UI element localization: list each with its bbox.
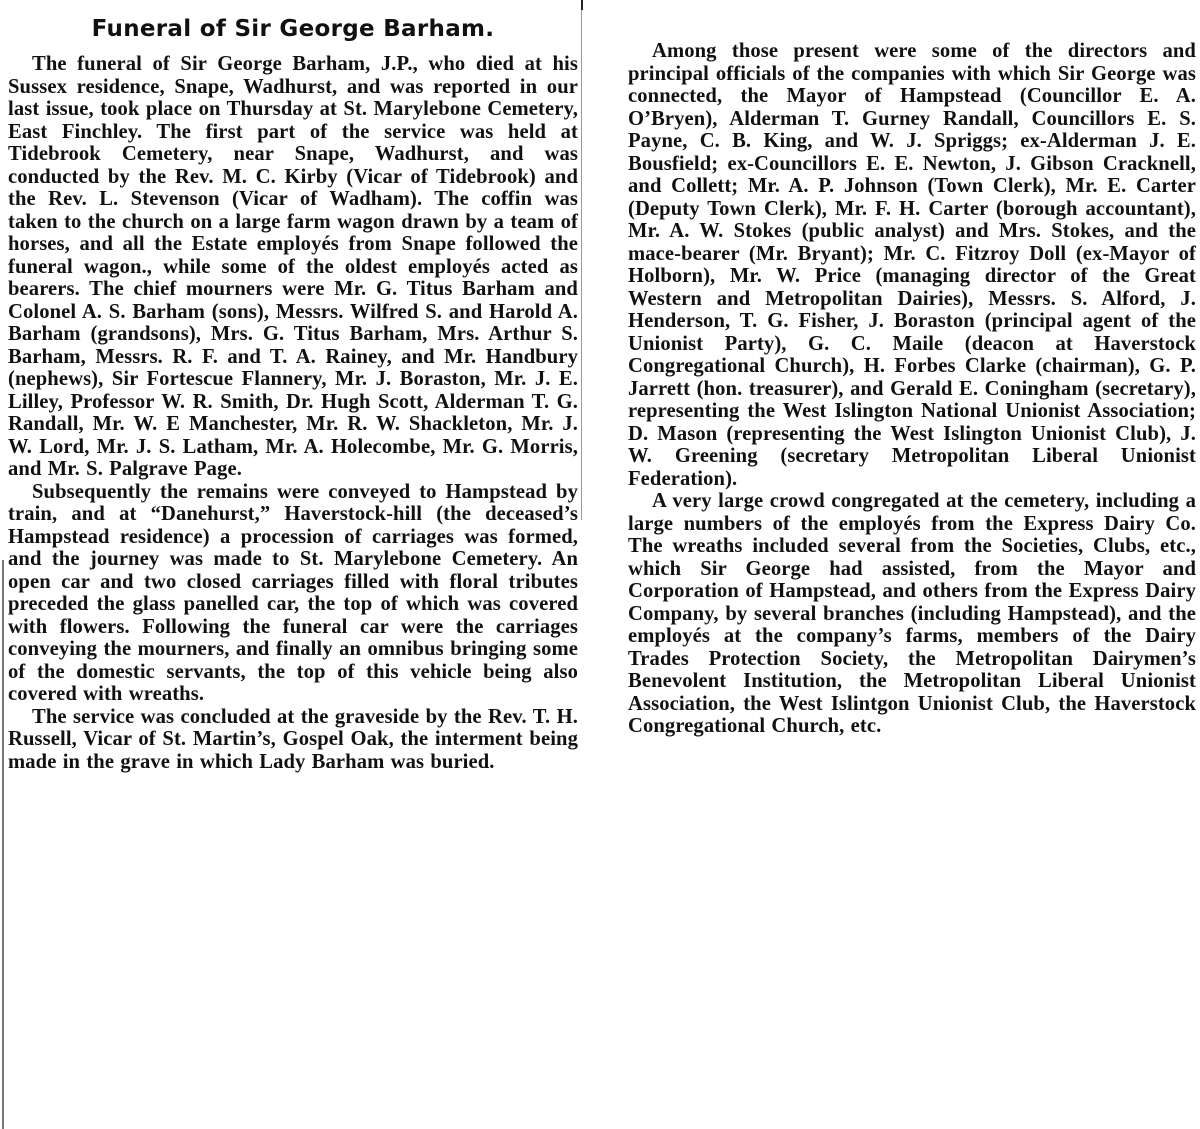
right-column: [628, 40, 1196, 738]
left-margin-rule: [2, 560, 4, 1129]
paragraph: A very large crowd congregated at the cemetery, including a large numbers of the employés from the Express Dairy Co. The wreaths included several from the Societies, Clubs, etc., which Sir George had assisted, from the Mayor and Corporation of Hampstead, and others from the Express Dairy Company, by several branches (including Hampstead), and the employés at the company’s farms, members of the Dairy Trades Protection Society, the Metropolitan Dairymen’s Benevolent Institution, the Metropolitan Liberal Unionist Association, the West Islintgon Unionist Club, the Haverstock Congregational Church, etc.: [628, 490, 1196, 737]
left-column-body: [8, 53, 578, 773]
paragraph: Among those present were some of the directors and principal officials of the companies with which Sir George was connected, the Mayor of Hampstead (Councillor E. A. O’Bryen), Alderman T. Gurney Randall, Councillors E. S. Payne, C. B. King, and W. J. Spriggs; ex-Alderman J. E. Bousfield; ex-Councillors E. E. Newton, J. Gibson Cracknell, and Collett; Mr. A. P. Johnson (Town Clerk), Mr. E. Carter (Deputy Town Clerk), Mr. F. H. Carter (borough accountant), Mr. A. W. Stokes (public analyst) and Mrs. Stokes, and the mace-bearer (Mr. Bryant); Mr. C. Fitzroy Doll (ex-Mayor of Holborn), Mr. W. Price (managing director of the Great Western and Metropolitan Dairies), Messrs. S. Alford, J. Henderson, T. G. Fisher, J. Boraston (principal agent of the Unionist Party), G. C. Maile (deacon at Haverstock Congregational Church), H. Forbes Clarke (chairman), G. P. Jarrett (hon. treasurer), and Gerald E. Coningham (secretary), representing the West Islington National Unionist Association; D. Mason (representing the West Islington Unionist Club), J. W. Greening (secretary Metropolitan Liberal Unionist Federation).: [628, 40, 1196, 490]
paragraph: The service was concluded at the graveside by the Rev. T. H. Russell, Vicar of St. Martin’s, Gospel Oak, the interment being made in the grave in which Lady Barham was buried.: [8, 705, 578, 773]
paragraph: Subsequently the remains were conveyed to Hampstead by train, and at “Danehurst,” Haverstock-hill (the deceased’s Hampstead residence) a procession of carriages was formed, and the journey was made to St. Marylebone Cemetery. An open car and two closed carriages filled with floral tributes preceded the glass panelled car, the top of which was covered with flowers. Following the funeral car were the carriages conveying the mourners, and finally an omnibus bringing some of the domestic servants, the top of this vehicle being also covered with wreaths.: [8, 480, 578, 705]
article-title: Funeral of Sir George Barham.: [91, 16, 495, 42]
paragraph: The funeral of Sir George Barham, J.P., who died at his Sussex residence, Snape, Wadhurst, and was reported in our last issue, took place on Thursday at St. Marylebone Cemetery, East Finchley. The first part of the service was held at Tidebrook Cemetery, near Snape, Wadhurst, and was conducted by the Rev. M. C. Kirby (Vicar of Tidebrook) and the Rev. L. Stevenson (Vicar of Wadham). The coffin was taken to the church on a large farm wagon drawn by a team of horses, and all the Estate employés from Snape followed the funeral wagon., while some of the oldest employés acted as bearers. The chief mourners were Mr. G. Titus Barham and Colonel A. S. Barham (sons), Messrs. Wilfred S. and Harold A. Barham (grandsons), Mrs. G. Titus Barham, Mrs. Arthur S. Barham, Messrs. R. F. and T. A. Rainey, and Mr. Handbury (nephews), Sir Fortescue Flannery, Mr. J. Boraston, Mr. J. E. Lilley, Professor W. R. Smith, Dr. Hugh Scott, Alderman T. G. Randall, Mr. W. E Manchester, Mr. R. W. Shackleton, Mr. J. W. Lord, Mr. J. S. Latham, Mr. A. Holecombe, Mr. G. Morris, and Mr. S. Palgrave Page.: [8, 53, 578, 480]
column-divider-mark: [581, 0, 583, 10]
column-divider-rule: [581, 0, 582, 520]
